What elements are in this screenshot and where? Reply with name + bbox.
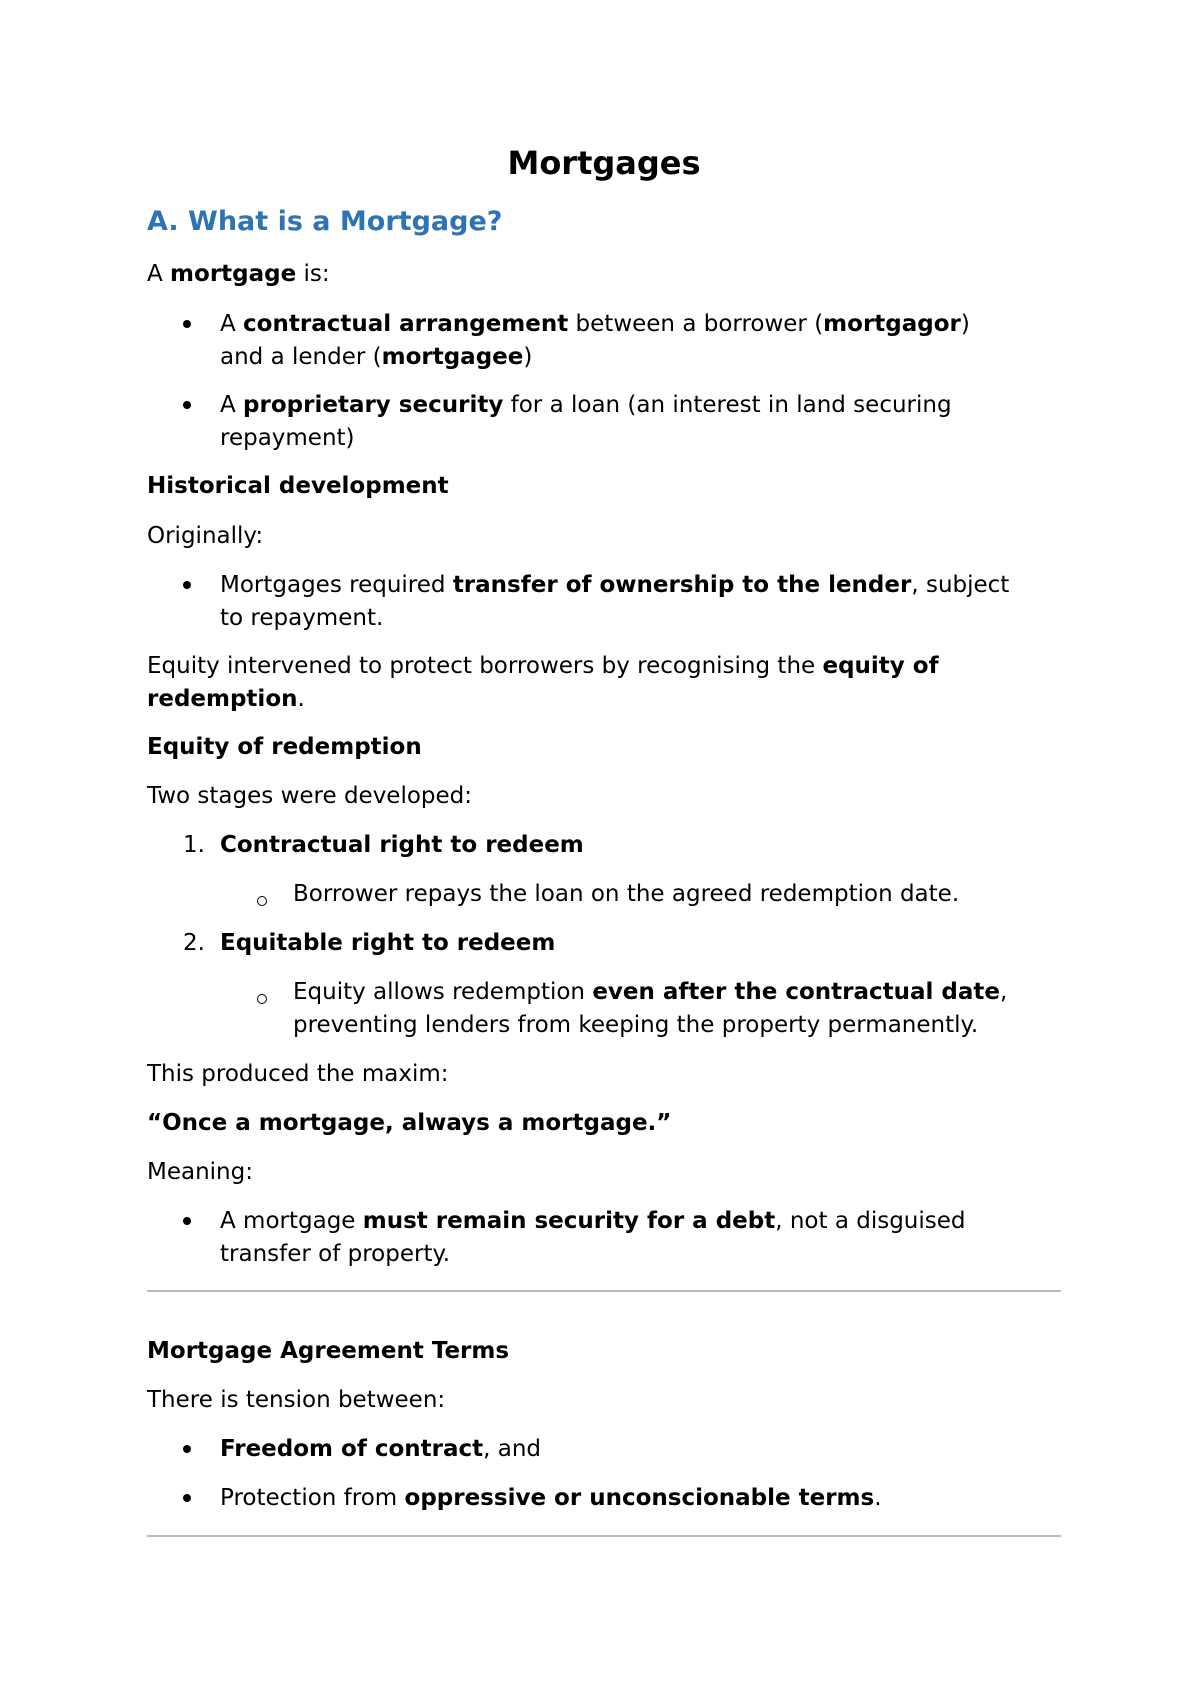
bullet-icon	[183, 581, 191, 589]
tension-intro: There is tension between:	[147, 1387, 446, 1413]
equity-redemption-heading: Equity of redemption	[147, 734, 422, 760]
stage-title: Equitable right to redeem	[220, 930, 556, 956]
equity-paragraph-continuation: redemption.	[147, 686, 305, 712]
sub-list-item-continuation: preventing lenders from keeping the property permanently.	[293, 1012, 979, 1038]
bullet-icon	[183, 320, 191, 328]
sub-list-item: Equity allows redemption even after the contractual date,	[293, 979, 1008, 1005]
sub-bullet-icon	[257, 994, 267, 1004]
maxim-quote: “Once a mortgage, always a mortgage.”	[147, 1110, 672, 1136]
horizontal-divider	[147, 1290, 1061, 1292]
list-item-continuation: repayment)	[220, 425, 355, 451]
agreement-terms-heading: Mortgage Agreement Terms	[147, 1338, 510, 1364]
list-item: A mortgage must remain security for a debt, not a disguised	[220, 1208, 966, 1234]
document-title: Mortgages	[507, 144, 701, 182]
stage-title: Contractual right to redeem	[220, 832, 584, 858]
bullet-icon	[183, 1217, 191, 1225]
sub-list-item: Borrower repays the loan on the agreed redemption date.	[293, 881, 960, 907]
list-item: Mortgages required transfer of ownership to the lender, subject	[220, 572, 1010, 598]
list-number: 1.	[183, 832, 205, 858]
list-item-continuation: and a lender (mortgagee)	[220, 344, 533, 370]
section-a-heading: A. What is a Mortgage?	[147, 206, 503, 237]
list-item: Freedom of contract, and	[220, 1436, 542, 1462]
mortgage-intro: A mortgage is:	[147, 261, 330, 287]
historical-heading: Historical development	[147, 473, 449, 499]
list-item: A contractual arrangement between a borrower (mortgagor)	[220, 311, 970, 337]
list-number: 2.	[183, 930, 205, 956]
list-item-continuation: to repayment.	[220, 605, 384, 631]
bullet-icon	[183, 401, 191, 409]
list-item: Protection from oppressive or unconscionable terms.	[220, 1485, 882, 1511]
horizontal-divider	[147, 1535, 1061, 1537]
two-stages-intro: Two stages were developed:	[147, 783, 473, 809]
maxim-intro: This produced the maxim:	[147, 1061, 449, 1087]
list-item-continuation: transfer of property.	[220, 1241, 451, 1267]
originally-label: Originally:	[147, 523, 264, 549]
document-page	[147, 0, 1061, 1696]
meaning-label: Meaning:	[147, 1159, 253, 1185]
equity-paragraph: Equity intervened to protect borrowers by recognising the equity of	[147, 653, 939, 679]
bullet-icon	[183, 1445, 191, 1453]
list-item: A proprietary security for a loan (an interest in land securing	[220, 392, 952, 418]
sub-bullet-icon	[257, 896, 267, 906]
bullet-icon	[183, 1494, 191, 1502]
